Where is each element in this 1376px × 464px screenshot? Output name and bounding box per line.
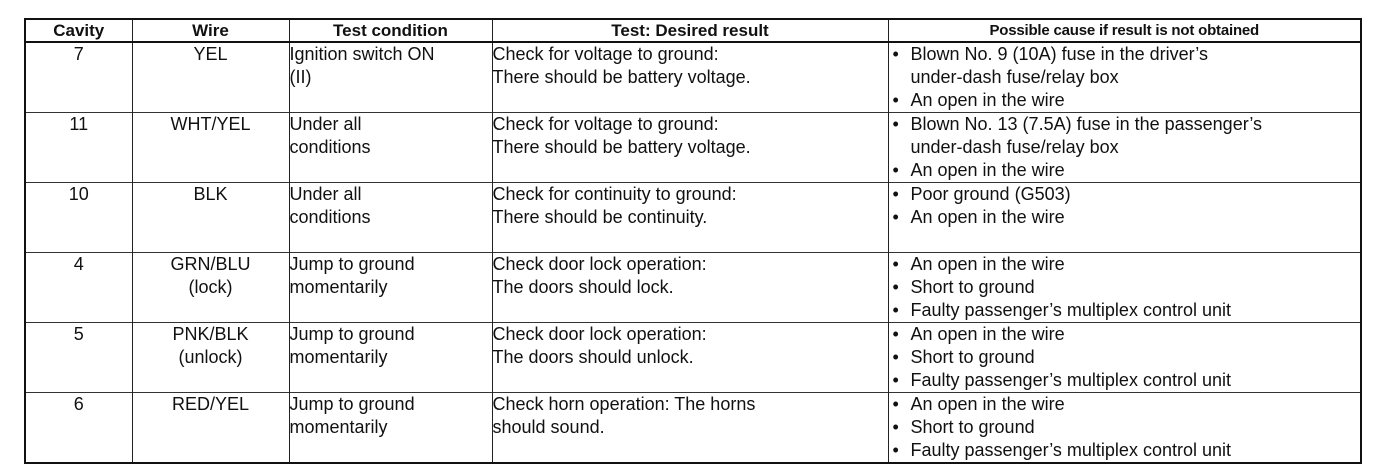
cavity-cell [25,253,132,323]
desired-result-line: Check for voltage to ground: [492,114,719,134]
table-row [25,42,1361,113]
cause-item [889,183,1361,206]
cavity-number: 4 [73,254,84,274]
test-condition-line: Jump to ground [289,324,415,344]
cause-item [889,299,1361,322]
possible-cause-cell [888,113,1361,183]
cause-text-line: Blown No. 9 (10A) fuse in the driver’s [910,44,1208,64]
desired-result-cell [492,113,888,183]
test-condition-line: Under all [289,184,362,204]
possible-cause-cell [888,42,1361,113]
cause-text-line: An open in the wire [910,207,1065,227]
bullet-icon: • [892,254,899,274]
bullet-icon: • [892,277,899,297]
desired-result-cell [492,42,888,113]
test-condition-cell [289,253,492,323]
bullet-icon: • [892,394,899,414]
cavity-number: 11 [69,114,89,134]
test-condition-cell [289,113,492,183]
wire-color-line: (lock) [188,277,233,297]
desired-result-line: should sound. [492,417,605,437]
wire-cell [132,183,289,253]
test-condition-line: Under all [289,114,362,134]
cause-text-line: Short to ground [910,347,1035,367]
desired-result-cell [492,253,888,323]
bullet-icon: • [892,417,899,437]
test-condition-line: momentarily [289,277,388,297]
wire-color-line: (unlock) [178,347,243,367]
possible-cause-cell [888,183,1361,253]
cause-text-line: An open in the wire [910,394,1065,414]
cause-item [889,439,1361,462]
wire-color-line: PNK/BLK [172,324,249,344]
cause-text-line: under-dash fuse/relay box [910,137,1119,157]
header-test-condition: Test condition [289,19,492,42]
possible-cause-cell [888,253,1361,323]
desired-result-cell [492,393,888,464]
test-condition-cell [289,42,492,113]
cause-item [889,253,1361,276]
test-condition-line: Ignition switch ON [289,44,435,64]
table-header-row [25,19,1361,42]
cause-item [889,159,1361,182]
cause-item [889,369,1361,392]
cause-text-line: under-dash fuse/relay box [910,67,1119,87]
possible-cause-cell [888,323,1361,393]
test-condition-line: Jump to ground [289,394,415,414]
cause-text-line: Faulty passenger’s multiplex control unit [910,370,1231,390]
desired-result-cell [492,323,888,393]
cause-text-line: Faulty passenger’s multiplex control unit [910,440,1231,460]
cause-text-line: An open in the wire [910,160,1065,180]
cavity-cell [25,113,132,183]
test-condition-line: conditions [289,207,371,227]
cavity-cell [25,393,132,464]
desired-result-line: Check door lock operation: [492,324,707,344]
cavity-cell [25,42,132,113]
table-row [25,183,1361,253]
bullet-icon: • [892,90,899,110]
cavity-cell [25,183,132,253]
bullet-icon: • [892,370,899,390]
wire-color-line: YEL [193,44,228,64]
header-wire: Wire [132,19,289,42]
desired-result-line: There should be battery voltage. [492,137,751,157]
cause-text-line: Faulty passenger’s multiplex control unit [910,300,1231,320]
table-body [25,42,1361,463]
bullet-icon: • [892,184,899,204]
cause-item [889,416,1361,439]
bullet-icon: • [892,440,899,460]
cause-list [889,393,1361,462]
cause-item [889,323,1361,346]
test-condition-cell [289,183,492,253]
bullet-icon: • [892,160,899,180]
test-condition-cell [289,323,492,393]
cause-item [889,346,1361,369]
wiring-test-table [24,18,1362,464]
cause-list [889,253,1361,322]
cause-item [889,393,1361,416]
cause-text-line: An open in the wire [910,324,1065,344]
table-row [25,393,1361,464]
desired-result-line: Check door lock operation: [492,254,707,274]
desired-result-line: The doors should lock. [492,277,674,297]
test-condition-line: momentarily [289,417,388,437]
wire-cell [132,393,289,464]
wiring-test-table-frame [24,18,1360,460]
cause-item [889,43,1361,89]
wire-color-line: BLK [193,184,228,204]
test-condition-line: conditions [289,137,371,157]
cavity-number: 5 [73,324,84,344]
wire-cell [132,113,289,183]
cause-text-line: Poor ground (G503) [910,184,1071,204]
wire-cell [132,323,289,393]
desired-result-line: Check horn operation: The horns [492,394,756,414]
cavity-cell [25,323,132,393]
table-row [25,323,1361,393]
cause-text-line: An open in the wire [910,90,1065,110]
bullet-icon: • [892,114,899,134]
wire-color-line: GRN/BLU [170,254,251,274]
header-cavity: Cavity [25,19,132,42]
wire-cell [132,253,289,323]
bullet-icon: • [892,324,899,344]
cavity-number: 6 [73,394,84,414]
cavity-number: 7 [73,44,84,64]
cause-list [889,183,1361,229]
header-desired-result: Test: Desired result [492,19,888,42]
desired-result-line: There should be continuity. [492,207,708,227]
desired-result-line: The doors should unlock. [492,347,694,367]
desired-result-line: There should be battery voltage. [492,67,751,87]
table-row [25,113,1361,183]
test-condition-line: Jump to ground [289,254,415,274]
test-condition-cell [289,393,492,464]
table-row [25,253,1361,323]
wire-cell [132,42,289,113]
cause-list [889,113,1361,182]
cause-item [889,206,1361,229]
bullet-icon: • [892,347,899,367]
cause-text-line: Short to ground [910,417,1035,437]
cause-list [889,43,1361,112]
desired-result-cell [492,183,888,253]
cavity-number: 10 [68,184,89,204]
cause-text-line: Blown No. 13 (7.5A) fuse in the passenger’s [910,114,1263,134]
wire-color-line: WHT/YEL [170,114,251,134]
bullet-icon: • [892,300,899,320]
cause-item [889,89,1361,112]
bullet-icon: • [892,44,899,64]
header-possible-cause: Possible cause if result is not obtained [888,19,1361,42]
bullet-icon: • [892,207,899,227]
desired-result-line: Check for voltage to ground: [492,44,719,64]
test-condition-line: (II) [289,67,312,87]
cause-list [889,323,1361,392]
cause-text-line: Short to ground [910,277,1035,297]
test-condition-line: momentarily [289,347,388,367]
cause-item [889,276,1361,299]
wire-color-line: RED/YEL [171,394,250,414]
possible-cause-cell [888,393,1361,464]
cause-item [889,113,1361,159]
cause-text-line: An open in the wire [910,254,1065,274]
desired-result-line: Check for continuity to ground: [492,184,737,204]
